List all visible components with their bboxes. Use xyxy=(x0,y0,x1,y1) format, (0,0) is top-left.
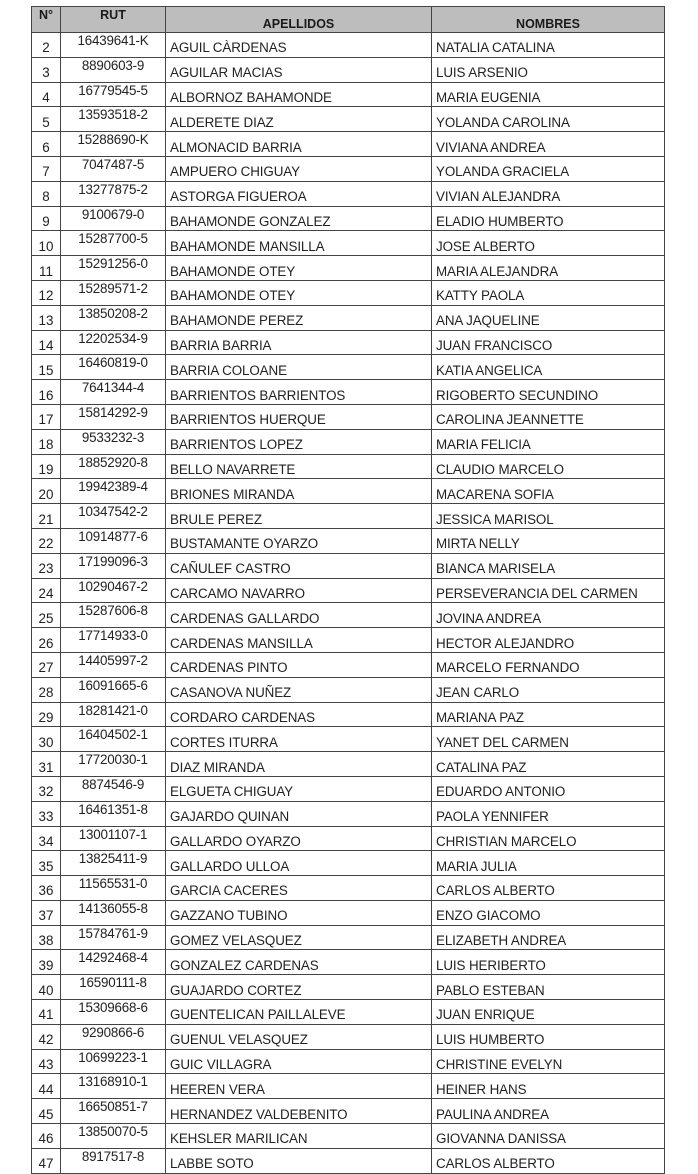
table-row xyxy=(32,528,665,553)
rut-cell: 11565531-0 xyxy=(61,876,166,901)
header-rut: RUT xyxy=(61,7,166,33)
row-number: 7 xyxy=(32,156,61,181)
table-row xyxy=(32,132,665,157)
row-number: 45 xyxy=(32,1099,61,1124)
row-number: 12 xyxy=(32,280,61,305)
table-row xyxy=(32,1000,665,1025)
apellidos-cell: GUAJARDO CORTEZ xyxy=(166,975,432,1000)
table-row xyxy=(32,231,665,256)
nombres-cell: MARIA EUGENIA xyxy=(432,82,665,107)
table-row xyxy=(32,404,665,429)
table-row xyxy=(32,280,665,305)
table-row xyxy=(32,181,665,206)
row-number: 44 xyxy=(32,1074,61,1099)
apellidos-cell: BAHAMONDE MANSILLA xyxy=(166,231,432,256)
table-row xyxy=(32,504,665,529)
apellidos-cell: BARRIENTOS LOPEZ xyxy=(166,429,432,454)
table-row xyxy=(32,429,665,454)
nombres-cell: LUIS ARSENIO xyxy=(432,57,665,82)
rut-cell: 13001107-1 xyxy=(61,826,166,851)
row-number: 35 xyxy=(32,851,61,876)
rut-cell: 17720030-1 xyxy=(61,752,166,777)
row-number: 3 xyxy=(32,57,61,82)
row-number: 32 xyxy=(32,776,61,801)
table-row xyxy=(32,330,665,355)
table-row xyxy=(32,900,665,925)
rut-cell: 15289571-2 xyxy=(61,280,166,305)
row-number: 38 xyxy=(32,925,61,950)
rut-cell: 15814292-9 xyxy=(61,404,166,429)
apellidos-cell: BARRIA BARRIA xyxy=(166,330,432,355)
rut-cell: 8890603-9 xyxy=(61,57,166,82)
rut-cell: 15287606-8 xyxy=(61,603,166,628)
table-row xyxy=(32,876,665,901)
row-number: 34 xyxy=(32,826,61,851)
row-number: 2 xyxy=(32,33,61,58)
table-row xyxy=(32,156,665,181)
table-row xyxy=(32,1148,665,1173)
nombres-cell: PERSEVERANCIA DEL CARMEN xyxy=(432,578,665,603)
table-body xyxy=(32,33,665,1174)
table-row xyxy=(32,776,665,801)
nombres-cell: EDUARDO ANTONIO xyxy=(432,776,665,801)
row-number: 33 xyxy=(32,801,61,826)
apellidos-cell: BRULE PEREZ xyxy=(166,504,432,529)
nombres-cell: NATALIA CATALINA xyxy=(432,33,665,58)
rut-cell: 15291256-0 xyxy=(61,256,166,281)
nombres-cell: GIOVANNA DANISSA xyxy=(432,1124,665,1149)
table-row xyxy=(32,256,665,281)
nombres-cell: CLAUDIO MARCELO xyxy=(432,454,665,479)
apellidos-cell: CARDENAS GALLARDO xyxy=(166,603,432,628)
row-number: 11 xyxy=(32,256,61,281)
row-number: 17 xyxy=(32,404,61,429)
apellidos-cell: BELLO NAVARRETE xyxy=(166,454,432,479)
rut-cell: 10699223-1 xyxy=(61,1049,166,1074)
nombres-cell: VIVIANA ANDREA xyxy=(432,132,665,157)
rut-cell: 16460819-0 xyxy=(61,355,166,380)
row-number: 9 xyxy=(32,206,61,231)
nombres-cell: YANET DEL CARMEN xyxy=(432,727,665,752)
table-row xyxy=(32,553,665,578)
apellidos-cell: GUENUL VELASQUEZ xyxy=(166,1024,432,1049)
row-number: 19 xyxy=(32,454,61,479)
table-row xyxy=(32,454,665,479)
table-row xyxy=(32,1074,665,1099)
row-number: 30 xyxy=(32,727,61,752)
nombres-cell: PAULINA ANDREA xyxy=(432,1099,665,1124)
row-number: 40 xyxy=(32,975,61,1000)
apellidos-cell: BARRIENTOS HUERQUE xyxy=(166,404,432,429)
table-row xyxy=(32,1049,665,1074)
row-number: 28 xyxy=(32,677,61,702)
apellidos-cell: GALLARDO OYARZO xyxy=(166,826,432,851)
table-row xyxy=(32,652,665,677)
rut-cell: 12202534-9 xyxy=(61,330,166,355)
rut-cell: 10290467-2 xyxy=(61,578,166,603)
row-number: 22 xyxy=(32,528,61,553)
rut-cell: 14405997-2 xyxy=(61,652,166,677)
header-number: N° xyxy=(32,7,61,33)
rut-cell: 17714933-0 xyxy=(61,628,166,653)
rut-cell: 10347542-2 xyxy=(61,504,166,529)
apellidos-cell: ASTORGA FIGUEROA xyxy=(166,181,432,206)
table-row xyxy=(32,702,665,727)
nombres-cell: MARIA JULIA xyxy=(432,851,665,876)
rut-cell: 7047487-5 xyxy=(61,156,166,181)
table-row xyxy=(32,380,665,405)
apellidos-cell: GUENTELICAN PAILLALEVE xyxy=(166,1000,432,1025)
roster-sheet xyxy=(31,6,664,1174)
nombres-cell: PABLO ESTEBAN xyxy=(432,975,665,1000)
table-row xyxy=(32,33,665,58)
row-number: 4 xyxy=(32,82,61,107)
rut-cell: 15784761-9 xyxy=(61,925,166,950)
table-row xyxy=(32,82,665,107)
rut-cell: 9533232-3 xyxy=(61,429,166,454)
apellidos-cell: AMPUERO CHIGUAY xyxy=(166,156,432,181)
nombres-cell: ELADIO HUMBERTO xyxy=(432,206,665,231)
rut-cell: 13277875-2 xyxy=(61,181,166,206)
row-number: 31 xyxy=(32,752,61,777)
rut-cell: 14136055-8 xyxy=(61,900,166,925)
nombres-cell: PAOLA YENNIFER xyxy=(432,801,665,826)
row-number: 37 xyxy=(32,900,61,925)
rut-cell: 15287700-5 xyxy=(61,231,166,256)
rut-cell: 7641344-4 xyxy=(61,380,166,405)
row-number: 18 xyxy=(32,429,61,454)
nombres-cell: LUIS HERIBERTO xyxy=(432,950,665,975)
apellidos-cell: DIAZ MIRANDA xyxy=(166,752,432,777)
table-row xyxy=(32,851,665,876)
table-row xyxy=(32,107,665,132)
apellidos-cell: HEEREN VERA xyxy=(166,1074,432,1099)
apellidos-cell: GOMEZ VELASQUEZ xyxy=(166,925,432,950)
table-row xyxy=(32,727,665,752)
apellidos-cell: KEHSLER MARILICAN xyxy=(166,1124,432,1149)
nombres-cell: KATIA ANGELICA xyxy=(432,355,665,380)
row-number: 43 xyxy=(32,1049,61,1074)
apellidos-cell: CASANOVA NUÑEZ xyxy=(166,677,432,702)
rut-cell: 13168910-1 xyxy=(61,1074,166,1099)
nombres-cell: MIRTA NELLY xyxy=(432,528,665,553)
apellidos-cell: BRIONES MIRANDA xyxy=(166,479,432,504)
nombres-cell: JUAN ENRIQUE xyxy=(432,1000,665,1025)
apellidos-cell: ELGUETA CHIGUAY xyxy=(166,776,432,801)
table-row xyxy=(32,628,665,653)
apellidos-cell: BARRIA COLOANE xyxy=(166,355,432,380)
table-row xyxy=(32,1124,665,1149)
row-number: 36 xyxy=(32,876,61,901)
apellidos-cell: CARDENAS MANSILLA xyxy=(166,628,432,653)
row-number: 24 xyxy=(32,578,61,603)
rut-cell: 13593518-2 xyxy=(61,107,166,132)
apellidos-cell: ALDERETE DIAZ xyxy=(166,107,432,132)
row-number: 47 xyxy=(32,1148,61,1173)
row-number: 26 xyxy=(32,628,61,653)
apellidos-cell: GARCIA CACERES xyxy=(166,876,432,901)
nombres-cell: ELIZABETH ANDREA xyxy=(432,925,665,950)
rut-cell: 16091665-6 xyxy=(61,677,166,702)
nombres-cell: LUIS HUMBERTO xyxy=(432,1024,665,1049)
nombres-cell: ANA JAQUELINE xyxy=(432,305,665,330)
apellidos-cell: CAÑULEF CASTRO xyxy=(166,553,432,578)
nombres-cell: KATTY PAOLA xyxy=(432,280,665,305)
nombres-cell: MARIA FELICIA xyxy=(432,429,665,454)
rut-cell: 18852920-8 xyxy=(61,454,166,479)
table-row xyxy=(32,826,665,851)
apellidos-cell: GAJARDO QUINAN xyxy=(166,801,432,826)
nombres-cell: YOLANDA CAROLINA xyxy=(432,107,665,132)
nombres-cell: JOSE ALBERTO xyxy=(432,231,665,256)
row-number: 27 xyxy=(32,652,61,677)
rut-cell: 13850070-5 xyxy=(61,1124,166,1149)
apellidos-cell: BAHAMONDE OTEY xyxy=(166,256,432,281)
row-number: 41 xyxy=(32,1000,61,1025)
nombres-cell: YOLANDA GRACIELA xyxy=(432,156,665,181)
apellidos-cell: GONZALEZ CARDENAS xyxy=(166,950,432,975)
table-row xyxy=(32,801,665,826)
rut-cell: 16650851-7 xyxy=(61,1099,166,1124)
table-row xyxy=(32,355,665,380)
nombres-cell: JESSICA MARISOL xyxy=(432,504,665,529)
table-row xyxy=(32,1024,665,1049)
nombres-cell: CHRISTIAN MARCELO xyxy=(432,826,665,851)
rut-cell: 19942389-4 xyxy=(61,479,166,504)
apellidos-cell: ALMONACID BARRIA xyxy=(166,132,432,157)
table-row xyxy=(32,925,665,950)
row-number: 23 xyxy=(32,553,61,578)
apellidos-cell: GAZZANO TUBINO xyxy=(166,900,432,925)
row-number: 21 xyxy=(32,504,61,529)
rut-cell: 8917517-8 xyxy=(61,1148,166,1173)
rut-cell: 9290866-6 xyxy=(61,1024,166,1049)
table-row xyxy=(32,479,665,504)
apellidos-cell: CORTES ITURRA xyxy=(166,727,432,752)
nombres-cell: CATALINA PAZ xyxy=(432,752,665,777)
rut-cell: 9100679-0 xyxy=(61,206,166,231)
apellidos-cell: BAHAMONDE PEREZ xyxy=(166,305,432,330)
rut-cell: 10914877-6 xyxy=(61,528,166,553)
row-number: 29 xyxy=(32,702,61,727)
nombres-cell: MARIA ALEJANDRA xyxy=(432,256,665,281)
row-number: 6 xyxy=(32,132,61,157)
nombres-cell: HEINER HANS xyxy=(432,1074,665,1099)
table-header xyxy=(32,7,665,33)
nombres-cell: RIGOBERTO SECUNDINO xyxy=(432,380,665,405)
apellidos-cell: HERNANDEZ VALDEBENITO xyxy=(166,1099,432,1124)
nombres-cell: JEAN CARLO xyxy=(432,677,665,702)
apellidos-cell: ALBORNOZ BAHAMONDE xyxy=(166,82,432,107)
table-row xyxy=(32,305,665,330)
nombres-cell: CARLOS ALBERTO xyxy=(432,1148,665,1173)
rut-cell: 13850208-2 xyxy=(61,305,166,330)
header-apellidos: APELLIDOS xyxy=(166,7,432,33)
rut-cell: 16590111-8 xyxy=(61,975,166,1000)
nombres-cell: MARCELO FERNANDO xyxy=(432,652,665,677)
table-row xyxy=(32,975,665,1000)
nombres-cell: JOVINA ANDREA xyxy=(432,603,665,628)
rut-cell: 15309668-6 xyxy=(61,1000,166,1025)
rut-cell: 16404502-1 xyxy=(61,727,166,752)
apellidos-cell: AGUILAR MACIAS xyxy=(166,57,432,82)
row-number: 39 xyxy=(32,950,61,975)
apellidos-cell: BUSTAMANTE OYARZO xyxy=(166,528,432,553)
apellidos-cell: AGUIL CÀRDENAS xyxy=(166,33,432,58)
row-number: 15 xyxy=(32,355,61,380)
row-number: 8 xyxy=(32,181,61,206)
row-number: 20 xyxy=(32,479,61,504)
table-row xyxy=(32,578,665,603)
rut-cell: 13825411-9 xyxy=(61,851,166,876)
apellidos-cell: GUIC VILLAGRA xyxy=(166,1049,432,1074)
nombres-cell: CAROLINA JEANNETTE xyxy=(432,404,665,429)
apellidos-cell: BAHAMONDE GONZALEZ xyxy=(166,206,432,231)
apellidos-cell: CORDARO CARDENAS xyxy=(166,702,432,727)
nombres-cell: ENZO GIACOMO xyxy=(432,900,665,925)
table-row xyxy=(32,752,665,777)
apellidos-cell: BARRIENTOS BARRIENTOS xyxy=(166,380,432,405)
row-number: 16 xyxy=(32,380,61,405)
table-row xyxy=(32,206,665,231)
row-number: 10 xyxy=(32,231,61,256)
rut-cell: 16439641-K xyxy=(61,33,166,58)
apellidos-cell: GALLARDO ULLOA xyxy=(166,851,432,876)
row-number: 13 xyxy=(32,305,61,330)
nombres-cell: BIANCA MARISELA xyxy=(432,553,665,578)
table-row xyxy=(32,677,665,702)
apellidos-cell: LABBE SOTO xyxy=(166,1148,432,1173)
table-row xyxy=(32,57,665,82)
nombres-cell: MARIANA PAZ xyxy=(432,702,665,727)
rut-cell: 8874546-9 xyxy=(61,776,166,801)
header-row xyxy=(32,7,665,33)
row-number: 14 xyxy=(32,330,61,355)
apellidos-cell: CARCAMO NAVARRO xyxy=(166,578,432,603)
apellidos-cell: CARDENAS PINTO xyxy=(166,652,432,677)
rut-cell: 18281421-0 xyxy=(61,702,166,727)
nombres-cell: CARLOS ALBERTO xyxy=(432,876,665,901)
row-number: 5 xyxy=(32,107,61,132)
nombres-cell: CHRISTINE EVELYN xyxy=(432,1049,665,1074)
apellidos-cell: BAHAMONDE OTEY xyxy=(166,280,432,305)
rut-cell: 16779545-5 xyxy=(61,82,166,107)
rut-cell: 16461351-8 xyxy=(61,801,166,826)
rut-cell: 17199096-3 xyxy=(61,553,166,578)
rut-cell: 15288690-K xyxy=(61,132,166,157)
row-number: 42 xyxy=(32,1024,61,1049)
header-nombres: NOMBRES xyxy=(432,7,665,33)
nombres-cell: VIVIAN ALEJANDRA xyxy=(432,181,665,206)
rut-cell: 14292468-4 xyxy=(61,950,166,975)
roster-table xyxy=(31,6,665,1174)
table-row xyxy=(32,603,665,628)
nombres-cell: HECTOR ALEJANDRO xyxy=(432,628,665,653)
row-number: 46 xyxy=(32,1124,61,1149)
nombres-cell: JUAN FRANCISCO xyxy=(432,330,665,355)
table-row xyxy=(32,950,665,975)
table-row xyxy=(32,1099,665,1124)
row-number: 25 xyxy=(32,603,61,628)
nombres-cell: MACARENA SOFIA xyxy=(432,479,665,504)
